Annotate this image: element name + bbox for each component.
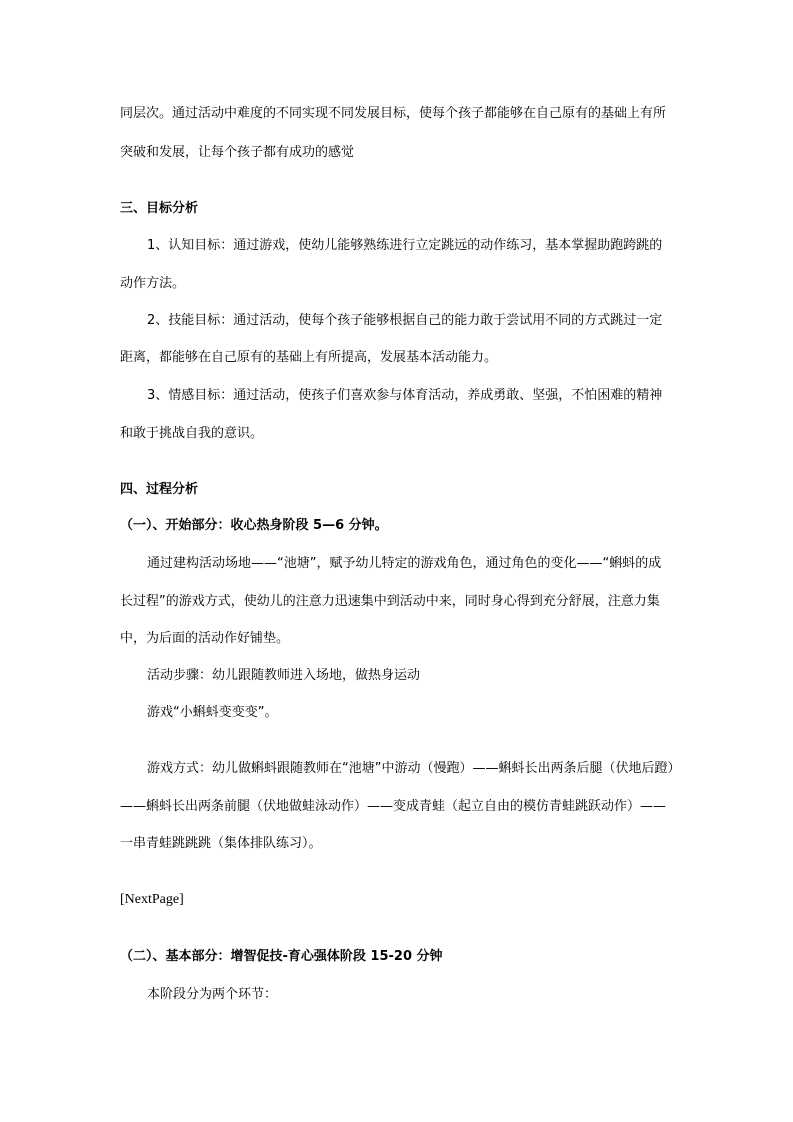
paragraph-line: 游戏方式：幼儿做蝌蚪跟随教师在“池塘”中游动（慢跑）——蝌蚪长出两条后腿（伏地后蹬） [147, 761, 681, 776]
paragraph-line: 一串青蛙跳跳跳（集体排队练习）。 [120, 836, 322, 851]
paragraph-line: 和敢于挑战自我的意识。 [120, 426, 264, 441]
paragraph-line: 长过程”的游戏方式，使幼儿的注意力迅速集中到活动中来，同时身心得到充分舒展，注意力集 [120, 594, 660, 609]
paragraph-line: 动作方法。 [120, 276, 186, 291]
subsection-heading: （一）、开始部分：收心热身阶段 5—6 分钟。 [120, 518, 388, 533]
paragraph-line: 通过建构活动场地——“池塘”，赋予幼儿特定的游戏角色，通过角色的变化——“蝌蚪的成 [147, 556, 662, 571]
subsection-heading: （二）、基本部分：增智促技-育心强体阶段 15-20 分钟 [120, 949, 443, 964]
paragraph-line: ——蝌蚪长出两条前腿（伏地做蛙泳动作）——变成青蛙（起立自由的模仿青蛙跳跃动作）—— [120, 799, 667, 814]
page-break-marker: [NextPage] [120, 892, 184, 907]
paragraph-line: 距离，都能够在自己原有的基础上有所提高，发展基本活动能力。 [120, 350, 498, 365]
paragraph-line: 中，为后面的活动作好铺垫。 [120, 631, 290, 646]
paragraph-line: 本阶段分为两个环节： [147, 987, 278, 1002]
paragraph-line: 活动步骤：幼儿跟随教师进入场地，做热身运动 [147, 668, 421, 683]
paragraph-line: 1、认知目标：通过游戏，使幼儿能够熟练进行立定跳远的动作练习，基本掌握助跑跨跳的 [147, 238, 663, 253]
paragraph-line: 2、技能目标：通过活动，使每个孩子能够根据自己的能力敢于尝试用不同的方式跳过一定 [147, 313, 663, 328]
paragraph-line: 同层次。通过活动中难度的不同实现不同发展目标，使每个孩子都能够在自己原有的基础上有所 [120, 106, 667, 121]
paragraph-line: 游戏“小蝌蚪变变变”。 [147, 705, 278, 720]
section-heading: 三、目标分析 [120, 201, 199, 216]
paragraph-line: 3、情感目标：通过活动，使孩子们喜欢参与体育活动，养成勇敢、坚强，不怕困难的精神 [147, 388, 663, 403]
section-heading: 四、过程分析 [120, 482, 199, 497]
paragraph-line: 突破和发展，让每个孩子都有成功的感觉 [120, 145, 355, 160]
